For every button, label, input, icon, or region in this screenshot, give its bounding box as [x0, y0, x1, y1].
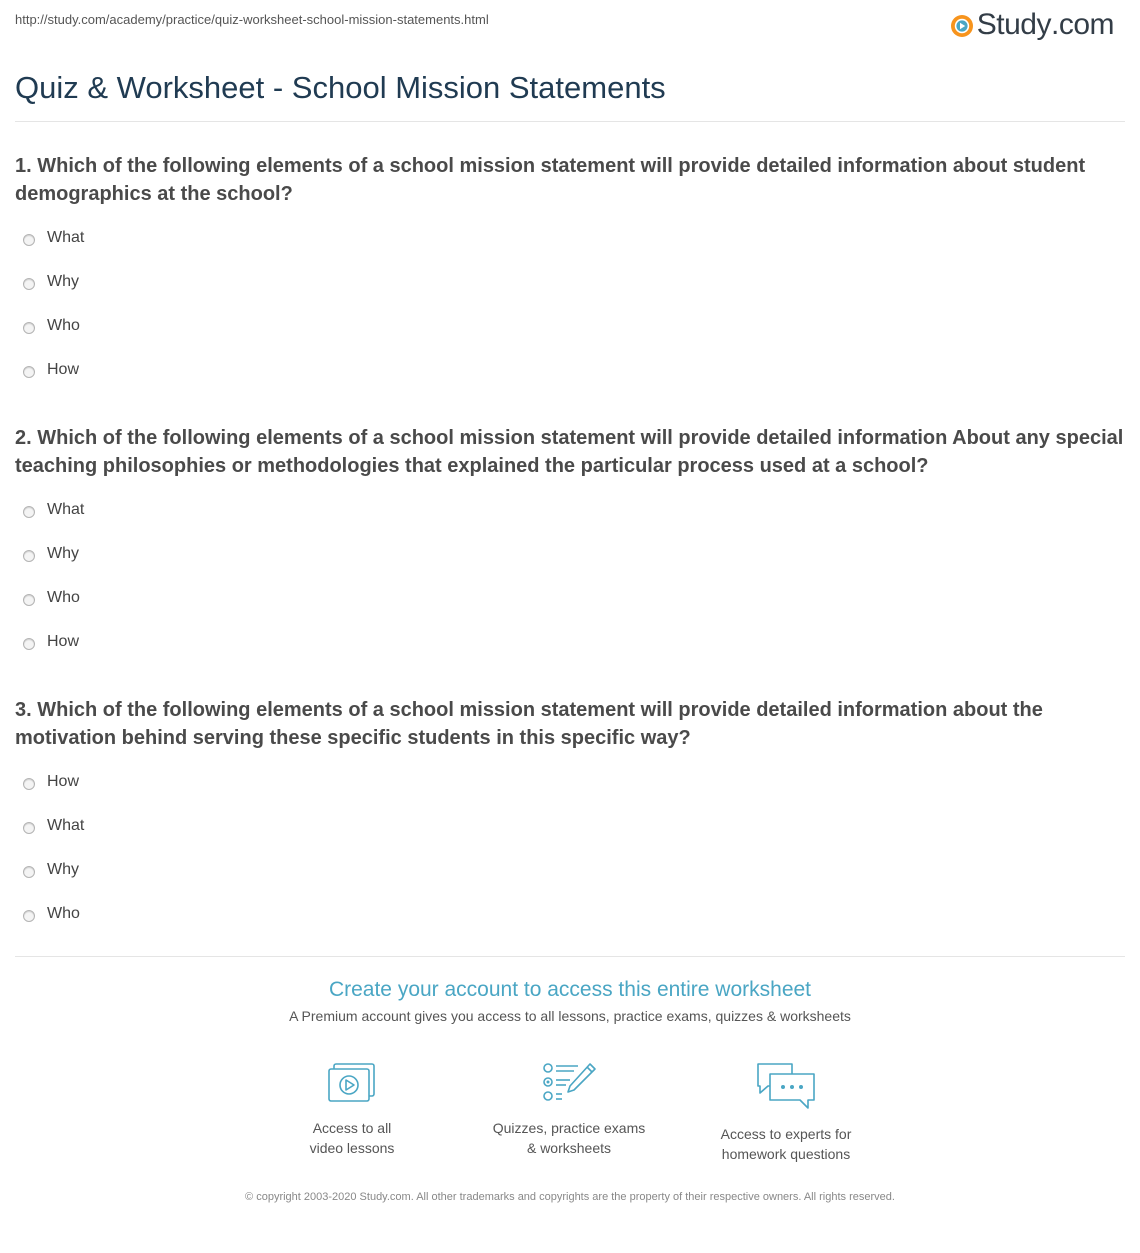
- radio-button[interactable]: [23, 866, 35, 878]
- choice-label: What: [47, 229, 85, 246]
- title-divider: [15, 121, 1125, 122]
- cta-title-link[interactable]: Create your account to access this entire worksheet: [328, 978, 812, 1001]
- answer-choice[interactable]: [15, 220, 1125, 264]
- question-3: [15, 696, 1125, 940]
- chat-bubbles-icon: [754, 1060, 818, 1112]
- premium-features: [0, 1060, 1140, 1170]
- choice-label: Who: [47, 905, 80, 922]
- answer-choice[interactable]: [15, 352, 1125, 396]
- question-text: 3. Which of the following elements of a school mission statement will provide detailed information about the motivation behind serving these specific students in this specific way?: [15, 699, 1043, 749]
- answer-choice[interactable]: [15, 264, 1125, 308]
- radio-button[interactable]: [23, 910, 35, 922]
- choice-label: Who: [47, 589, 80, 606]
- question-2: [15, 424, 1125, 668]
- study-logo[interactable]: [950, 8, 1114, 42]
- answer-choice[interactable]: [15, 580, 1125, 624]
- question-1: [15, 152, 1125, 396]
- question-list: [15, 152, 1125, 968]
- answer-choice[interactable]: [15, 624, 1125, 668]
- answer-choice[interactable]: [15, 764, 1125, 808]
- logo-text: Study: [976, 8, 1051, 41]
- feature-label-line: Access to all: [312, 1120, 392, 1136]
- video-lessons-icon: [326, 1060, 378, 1106]
- question-text: 1. Which of the following elements of a school mission statement will provide detailed information about student demographics at the school?: [15, 155, 1086, 205]
- radio-button[interactable]: [23, 594, 35, 606]
- radio-button[interactable]: [23, 778, 35, 790]
- answer-choice[interactable]: [15, 808, 1125, 852]
- play-logo-icon: [950, 14, 974, 38]
- cta-subtitle: A Premium account gives you access to all lessons, practice exams, quizzes & worksheets: [289, 1008, 851, 1024]
- answer-choice[interactable]: [15, 536, 1125, 580]
- feature-video-lessons: [242, 1060, 462, 1158]
- answer-choice[interactable]: [15, 896, 1125, 940]
- top-bar: [0, 0, 1140, 60]
- radio-button[interactable]: [23, 322, 35, 334]
- feature-label-line: Quizzes, practice exams: [492, 1120, 646, 1136]
- answer-choice[interactable]: [15, 852, 1125, 896]
- choice-label: How: [47, 361, 80, 378]
- radio-button[interactable]: [23, 278, 35, 290]
- feature-label-line: Access to experts for: [720, 1126, 852, 1142]
- feature-label: [676, 1124, 896, 1164]
- choice-label: What: [47, 817, 85, 834]
- answer-choice[interactable]: [15, 308, 1125, 352]
- feature-label: [459, 1118, 679, 1158]
- logo-suffix: .com: [1050, 8, 1114, 41]
- radio-button[interactable]: [23, 550, 35, 562]
- signup-cta: [0, 978, 1140, 1024]
- choice-label: What: [47, 501, 85, 518]
- question-text: 2. Which of the following elements of a school mission statement will provide detailed information About any special teaching philosophies or methodologies that explained the particular process used at a school?: [15, 427, 1124, 477]
- feature-experts: [676, 1060, 896, 1164]
- choice-label: Why: [47, 273, 79, 290]
- feature-label: [242, 1118, 462, 1158]
- feature-quizzes: [459, 1060, 679, 1158]
- radio-button[interactable]: [23, 366, 35, 378]
- quiz-checklist-icon: [540, 1060, 598, 1106]
- cta-divider: [15, 956, 1125, 957]
- choice-label: How: [47, 633, 80, 650]
- radio-button[interactable]: [23, 638, 35, 650]
- copyright-footer: © copyright 2003-2020 Study.com. All other trademarks and copyrights are the property of their respective owners. All rights reserved.: [245, 1191, 895, 1203]
- feature-label-line: homework questions: [721, 1146, 851, 1162]
- choice-label: Why: [47, 545, 79, 562]
- page-title: Quiz & Worksheet - School Mission Statements: [15, 70, 666, 105]
- radio-button[interactable]: [23, 234, 35, 246]
- answer-choice[interactable]: [15, 492, 1125, 536]
- page-url: http://study.com/academy/practice/quiz-worksheet-school-mission-statements.html: [15, 12, 489, 27]
- radio-button[interactable]: [23, 822, 35, 834]
- feature-label-line: video lessons: [309, 1140, 395, 1156]
- choice-label: How: [47, 773, 80, 790]
- radio-button[interactable]: [23, 506, 35, 518]
- choice-label: Why: [47, 861, 79, 878]
- feature-label-line: & worksheets: [526, 1140, 612, 1156]
- choice-label: Who: [47, 317, 80, 334]
